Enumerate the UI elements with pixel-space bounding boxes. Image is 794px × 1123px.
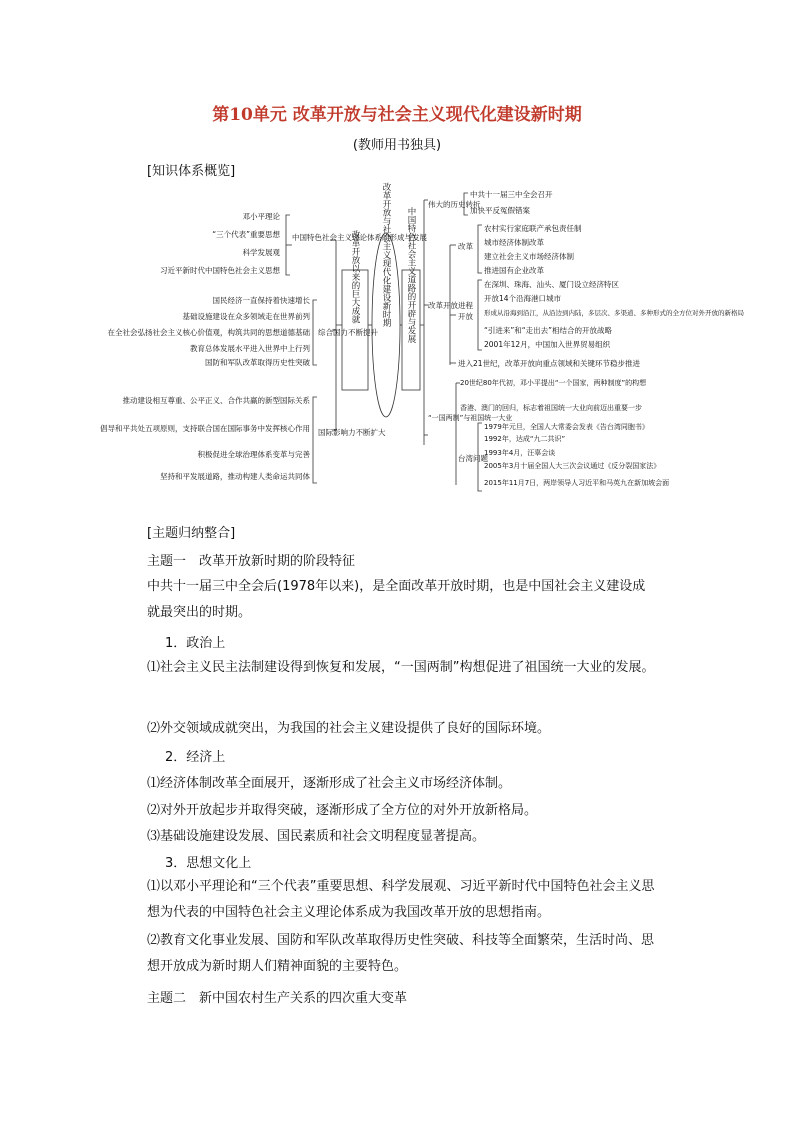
open-sub-label: 开放 (458, 312, 473, 321)
economy-para-1: ⑴经济体制改革全面展开，逐渐形成了社会主义市场经济体制。 (147, 776, 512, 791)
intl-item: 坚持和平发展道路，推动构建人类命运共同体 (160, 472, 310, 481)
intl-item: 推动建设相互尊重、公平正义、合作共赢的新型国际关系 (122, 396, 310, 405)
reform-item: 推进国有企业改革 (484, 266, 544, 275)
history-item: 加快平反冤假错案 (470, 206, 530, 215)
theory-item: 习近平新时代中国特色社会主义思想 (160, 266, 280, 275)
right-history-head: 伟大的历史转折 (428, 200, 481, 209)
national-item: 国民经济一直保持着快速增长 (212, 296, 310, 305)
national-item: 国防和军队改革取得历史性突破 (205, 358, 310, 367)
national-item: 教育总体发展水平进入世界中上行列 (190, 344, 310, 353)
national-item: 在全社会弘扬社会主义核心价值观，构筑共同的思想道德基础 (107, 328, 310, 337)
open-item: 在深圳、珠海、汕头、厦门设立经济特区 (484, 280, 619, 289)
reform-item: 建立社会主义市场经济体制 (484, 252, 574, 261)
unify-item: 香港、澳门的回归，标志着祖国统一大业向前迈出重要一步 (460, 404, 642, 412)
open-item: 2001年12月，中国加入世界贸易组织 (484, 340, 611, 349)
reform-item: 农村实行家庭联产承包责任制 (484, 224, 582, 233)
theme2-heading: 主题二 新中国农村生产关系的四次重大变革 (147, 991, 408, 1006)
theme1-intro: 中共十一届三中全会后(1978年以来)，是全面改革开放时期，也是中国社会主义建设成就最突出的时期。 (147, 579, 646, 620)
center-label: 改革开放与社会主义现代化建设新时期 (381, 182, 391, 328)
taiwan-item: 1993年4月，汪辜会谈 (484, 449, 556, 457)
culture-para-2: ⑵教育文化事业发展、国防和军队改革取得历史性突破、科技等全面繁荣，生活时尚、思想开放成为新时期人们精神面貌的主要特色。 (147, 933, 655, 974)
left-theory-head: 中国特色社会主义理论体系的形成与发展 (292, 233, 427, 242)
theory-item: 科学发展观 (242, 248, 280, 257)
page-title: 第10单元 改革开放与社会主义现代化建设新时期 (212, 105, 582, 125)
taiwan-item: 1992年，达成“九二共识” (484, 435, 566, 443)
section-summary-heading: [主题归纳整合] (147, 526, 236, 541)
right-unify-head: “一国两制”与祖国统一大业 (428, 414, 513, 422)
knowledge-diagram-svg (100, 182, 744, 495)
right-21c: 进入21世纪，改革开放向重点领域和关键环节稳步推进 (458, 359, 641, 368)
right-taiwan-head: 台湾问题 (458, 454, 488, 463)
politics-para-1: ⑴社会主义民主法制建设得到恢复和发展，“一国两制”构想促进了祖国统一大业的发展。 (147, 660, 655, 675)
intl-item: 积极促进全球治理体系变革与完善 (197, 450, 310, 459)
open-item: “引进来”和“走出去”相结合的开放战略 (484, 326, 613, 335)
taiwan-item: 2015年11月7日，两岸领导人习近平和马英九在新加坡会面 (484, 479, 670, 487)
open-item: 开放14个沿海港口城市 (484, 294, 562, 303)
theory-item: “三个代表”重要思想 (212, 230, 280, 239)
left-mid-label: 改革开放以来的巨大成就 (350, 230, 360, 324)
left-national-head: 综合国力不断提升 (318, 328, 378, 337)
theme1-heading: 主题一 改革开放新时期的阶段特征 (147, 554, 356, 569)
section-overview-heading: [知识体系概览] (147, 164, 236, 179)
unify-item: 20世纪80年代初，邓小平提出“一个国家，两种制度”的构想 (460, 379, 647, 387)
right-mid-label: 中国特色社会主义道路的开辟与发展 (406, 207, 416, 343)
right-reform-head: 改革开放进程 (428, 301, 473, 310)
reform-sub-label: 改革 (458, 242, 473, 251)
page-subtitle: (教师用书独具) (352, 138, 442, 153)
heading-politics: 1．政治上 (165, 636, 226, 651)
economy-para-3: ⑶基础设施建设发展、国民素质和社会文明程度显著提高。 (147, 829, 486, 844)
culture-para-1: ⑴以邓小平理论和“三个代表”重要思想、科学发展观、习近平新时代中国特色社会主义思想为代表的中国特色社会主义理论体系成为我国改革开放的思想指南。 (147, 879, 655, 920)
economy-para-2: ⑵对外开放起步并取得突破，逐渐形成了全方位的对外开放新格局。 (147, 803, 538, 818)
taiwan-item: 1979年元旦，全国人大常委会发表《告台湾同胞书》 (484, 423, 649, 431)
politics-para-2: ⑵外交领域成就突出，为我国的社会主义建设提供了良好的国际环境。 (147, 721, 551, 736)
intl-item: 倡导和平共处五项原则，支持联合国在国际事务中发挥核心作用 (100, 424, 310, 433)
left-intl-head: 国际影响力不断扩大 (318, 428, 386, 437)
heading-economy: 2．经济上 (165, 750, 226, 765)
reform-item: 城市经济体制改革 (484, 238, 544, 247)
theory-item: 邓小平理论 (242, 212, 280, 221)
history-item: 中共十一届三中全会召开 (470, 190, 553, 199)
heading-culture: 3．思想文化上 (165, 856, 252, 871)
national-item: 基础设施建设在众多领域走在世界前列 (182, 312, 310, 321)
open-item: 形成从沿海到沿江，从沿边到内陆，多层次、多渠道、多种形式的全方位对外开放的新格局 (484, 309, 744, 317)
knowledge-diagram (100, 182, 744, 499)
taiwan-item: 2005年3月十届全国人大三次会议通过《反分裂国家法》 (484, 462, 661, 470)
